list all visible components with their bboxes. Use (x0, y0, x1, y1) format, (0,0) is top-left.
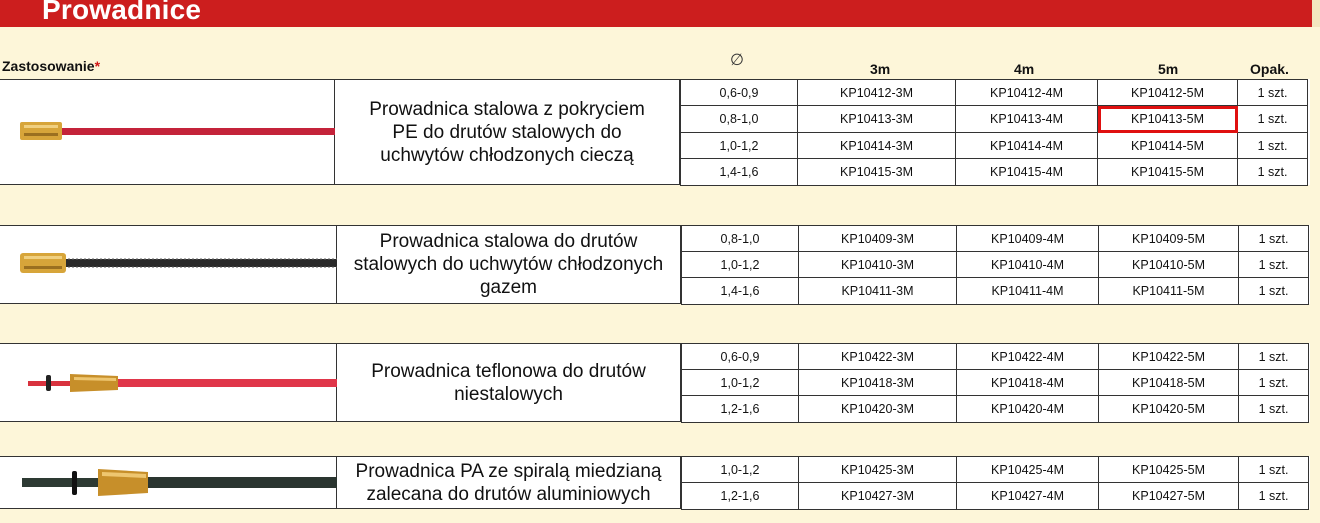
product-description: Prowadnica PA ze spiralą miedzianą zalecana do drutów aluminiowych (337, 456, 681, 509)
code-5m-cell: KP10414-5M (1098, 133, 1238, 159)
pa-copper-liner-icon (0, 457, 337, 508)
table-row (681, 159, 1308, 186)
code-5m-cell: KP10420-5M (1099, 396, 1239, 423)
product-group-3 (0, 343, 1310, 422)
banner (0, 0, 1320, 27)
diameter-cell: 1,0-1,2 (682, 370, 799, 396)
code-5m-cell: KP10412-5M (1098, 80, 1238, 106)
product-image-cell (0, 456, 337, 509)
pack-cell: 1 szt. (1238, 106, 1308, 133)
diameter-cell: 1,0-1,2 (682, 457, 799, 483)
table-row (681, 133, 1308, 159)
code-4m-cell: KP10411-4M (957, 278, 1099, 305)
page-title: Prowadnice (42, 0, 202, 25)
table-row (682, 396, 1309, 423)
code-4m-cell: KP10425-4M (957, 457, 1099, 483)
table-row (682, 457, 1309, 483)
application-label: Zastosowanie (2, 58, 95, 74)
diameter-cell: 1,4-1,6 (682, 278, 799, 305)
code-4m-cell: KP10409-4M (957, 226, 1099, 252)
table-row (682, 483, 1309, 510)
table-row (682, 344, 1309, 370)
code-3m-cell: KP10412-3M (798, 80, 956, 106)
code-3m-cell: KP10410-3M (799, 252, 957, 278)
table-row (682, 226, 1309, 252)
product-description: Prowadnica teflonowa do drutów niestalowych (337, 343, 681, 422)
product-image-cell (0, 343, 337, 422)
code-4m-cell: KP10418-4M (957, 370, 1099, 396)
code-3m-cell: KP10414-3M (798, 133, 956, 159)
code-3m-cell: KP10415-3M (798, 159, 956, 186)
code-3m-cell: KP10420-3M (799, 396, 957, 423)
teflon-liner-icon (0, 344, 337, 421)
code-3m-cell: KP10413-3M (798, 106, 956, 133)
red-liner-icon (0, 80, 335, 184)
code-3m-cell: KP10409-3M (799, 226, 957, 252)
diameter-cell: 0,6-0,9 (681, 80, 798, 106)
code-5m-cell: KP10409-5M (1099, 226, 1239, 252)
header-4m: 4m (1014, 61, 1035, 77)
diameter-icon: ∅ (730, 52, 744, 69)
product-table (681, 456, 1309, 510)
pack-cell: 1 szt. (1239, 483, 1309, 510)
code-5m-cell: KP10411-5M (1099, 278, 1239, 305)
code-3m-cell: KP10422-3M (799, 344, 957, 370)
pack-cell: 1 szt. (1239, 252, 1309, 278)
code-5m-cell-highlighted: KP10413-5M (1098, 106, 1238, 133)
header-application (2, 58, 100, 74)
product-table (680, 79, 1308, 186)
header-3m: 3m (870, 61, 891, 77)
code-4m-cell: KP10413-4M (956, 106, 1098, 133)
pack-cell: 1 szt. (1239, 396, 1309, 423)
product-table (681, 225, 1309, 305)
pack-cell: 1 szt. (1238, 80, 1308, 106)
table-row (681, 106, 1308, 133)
diameter-cell: 1,0-1,2 (681, 133, 798, 159)
diameter-cell: 1,0-1,2 (682, 252, 799, 278)
product-table (681, 343, 1309, 423)
code-4m-cell: KP10414-4M (956, 133, 1098, 159)
product-description: Prowadnica stalowa z pokryciem PE do drutów stalowych do uchwytów chłodzonych cieczą (335, 79, 680, 185)
asterisk: * (94, 58, 101, 74)
code-3m-cell: KP10418-3M (799, 370, 957, 396)
code-4m-cell: KP10412-4M (956, 80, 1098, 106)
pack-cell: 1 szt. (1239, 344, 1309, 370)
code-3m-cell: KP10411-3M (799, 278, 957, 305)
code-5m-cell: KP10427-5M (1099, 483, 1239, 510)
diameter-cell: 0,8-1,0 (682, 226, 799, 252)
table-row (682, 278, 1309, 305)
code-4m-cell: KP10427-4M (957, 483, 1099, 510)
product-group-4 (0, 456, 1310, 509)
product-group-1 (0, 79, 1310, 185)
diameter-cell: 0,8-1,0 (681, 106, 798, 133)
header-pack: Opak. (1250, 61, 1289, 77)
code-5m-cell: KP10422-5M (1099, 344, 1239, 370)
code-5m-cell: KP10425-5M (1099, 457, 1239, 483)
product-image-cell (0, 225, 337, 304)
diameter-cell: 1,2-1,6 (682, 396, 799, 423)
table-row (681, 80, 1308, 106)
pack-cell: 1 szt. (1238, 159, 1308, 186)
code-4m-cell: KP10420-4M (957, 396, 1099, 423)
pack-cell: 1 szt. (1239, 370, 1309, 396)
diameter-cell: 1,4-1,6 (681, 159, 798, 186)
code-3m-cell: KP10425-3M (799, 457, 957, 483)
table-row (682, 252, 1309, 278)
code-4m-cell: KP10415-4M (956, 159, 1098, 186)
steel-spiral-liner-icon (0, 226, 337, 303)
diameter-cell: 1,2-1,6 (682, 483, 799, 510)
pack-cell: 1 szt. (1239, 278, 1309, 305)
pack-cell: 1 szt. (1239, 457, 1309, 483)
pack-cell: 1 szt. (1239, 226, 1309, 252)
code-5m-cell: KP10410-5M (1099, 252, 1239, 278)
code-5m-cell: KP10418-5M (1099, 370, 1239, 396)
table-row (682, 370, 1309, 396)
code-3m-cell: KP10427-3M (799, 483, 957, 510)
code-5m-cell: KP10415-5M (1098, 159, 1238, 186)
product-image-cell (0, 79, 335, 185)
product-group-2 (0, 225, 1310, 304)
code-4m-cell: KP10410-4M (957, 252, 1099, 278)
pack-cell: 1 szt. (1238, 133, 1308, 159)
diameter-cell: 0,6-0,9 (682, 344, 799, 370)
code-4m-cell: KP10422-4M (957, 344, 1099, 370)
product-description: Prowadnica stalowa do drutów stalowych do uchwytów chłodzonych gazem (337, 225, 681, 304)
header-5m: 5m (1158, 61, 1179, 77)
